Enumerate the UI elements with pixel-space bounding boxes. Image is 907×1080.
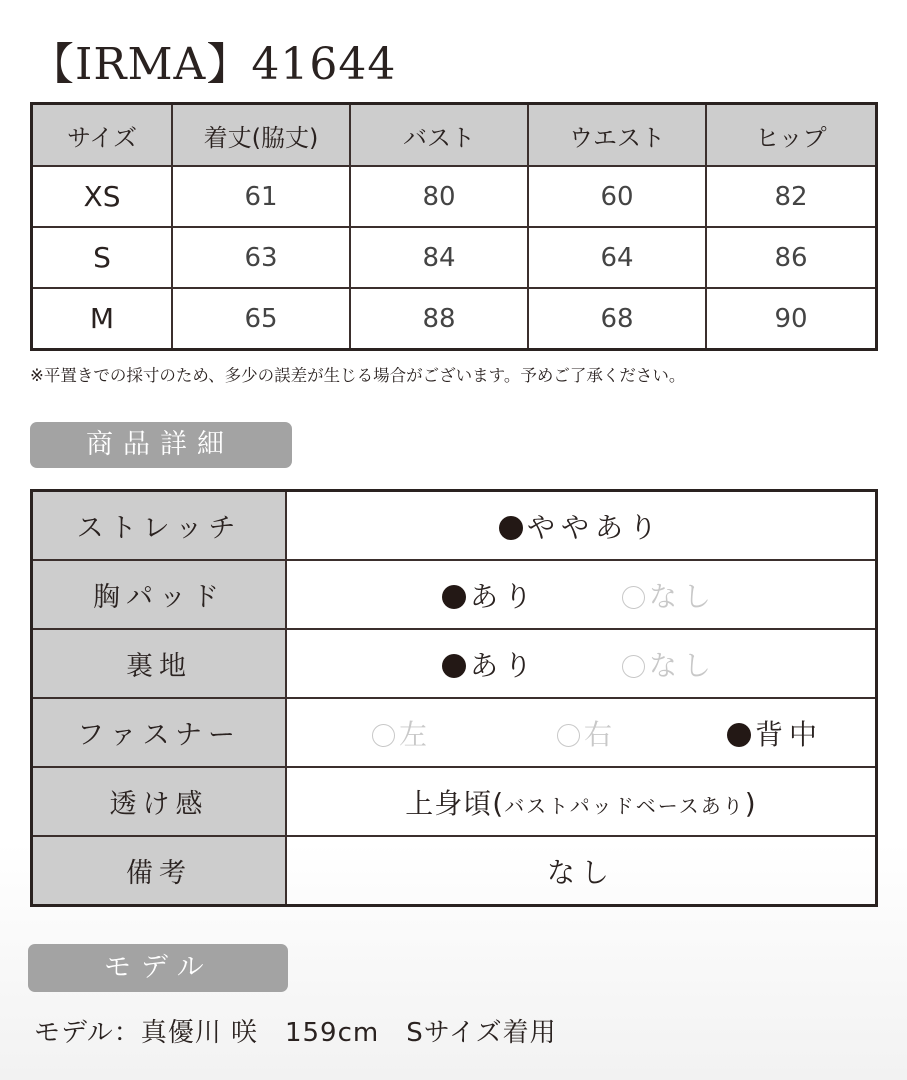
fastener-right-option: [557, 713, 618, 753]
bust-cell: 88: [350, 288, 528, 350]
fastener-left-option: [372, 713, 433, 753]
header-bust: バスト: [350, 104, 528, 167]
detail-label: 裏地: [32, 629, 287, 698]
filled-circle-icon: [442, 654, 466, 678]
empty-circle-icon: [622, 586, 645, 609]
header-waist: ウエスト: [528, 104, 706, 167]
sheer-close-paren: ): [744, 786, 757, 820]
waist-cell: 68: [528, 288, 706, 350]
detail-label: 備考: [32, 836, 287, 906]
header-length: 着丈(脇丈): [172, 104, 350, 167]
size-cell: XS: [32, 166, 173, 227]
remarks-value: なし: [546, 855, 615, 889]
chest-pad-off-option: [622, 575, 717, 615]
detail-row-chest-pad: [32, 560, 877, 629]
stretch-value: ややあり: [526, 510, 663, 544]
details-table: [30, 489, 878, 907]
filled-circle-icon: [727, 723, 751, 747]
size-cell: M: [32, 288, 173, 350]
waist-cell: 60: [528, 166, 706, 227]
detail-value: [286, 491, 877, 561]
detail-label: 透け感: [32, 767, 287, 836]
detail-value: [286, 698, 877, 767]
size-table-header-row: [32, 104, 877, 167]
detail-row-remarks: [32, 836, 877, 906]
detail-row-fastener: [32, 698, 877, 767]
stretch-option: [287, 506, 875, 546]
model-info: モデル：真優川 咲 159cm Sサイズ着用: [34, 1018, 557, 1048]
table-row: [32, 166, 877, 227]
size-table: [30, 102, 878, 351]
lining-on-option: [442, 644, 538, 684]
length-cell: 61: [172, 166, 350, 227]
option-label: 左: [399, 717, 434, 751]
hip-cell: 86: [706, 227, 877, 288]
option-label: 右: [584, 717, 619, 751]
bust-cell: 84: [350, 227, 528, 288]
empty-circle-icon: [557, 724, 580, 747]
sheer-sub-text: バストパッドベースあり: [504, 793, 745, 818]
filled-circle-icon: [499, 516, 523, 540]
detail-value: [286, 767, 877, 836]
hip-cell: 82: [706, 166, 877, 227]
option-label: 背中: [755, 717, 824, 751]
table-row: [32, 227, 877, 288]
detail-value: [286, 629, 877, 698]
empty-circle-icon: [372, 724, 395, 747]
sheer-value: [287, 782, 875, 822]
waist-cell: 64: [528, 227, 706, 288]
option-label: なし: [649, 579, 718, 613]
detail-value: [286, 836, 877, 906]
size-cell: S: [32, 227, 173, 288]
header-size: サイズ: [32, 104, 173, 167]
section-label-details: 商品詳細: [30, 422, 292, 468]
table-row: [32, 288, 877, 350]
detail-row-stretch: [32, 491, 877, 561]
header-hip: ヒップ: [706, 104, 877, 167]
section-label-model: モデル: [28, 944, 288, 992]
detail-value: [286, 560, 877, 629]
length-cell: 65: [172, 288, 350, 350]
empty-circle-icon: [622, 655, 645, 678]
hip-cell: 90: [706, 288, 877, 350]
chest-pad-on-option: [442, 575, 538, 615]
detail-label: ファスナー: [32, 698, 287, 767]
filled-circle-icon: [442, 585, 466, 609]
page-title: 【IRMA】41644: [30, 39, 397, 90]
option-label: なし: [649, 648, 718, 682]
detail-row-sheer: [32, 767, 877, 836]
fastener-back-option: [727, 713, 823, 753]
option-label: あり: [470, 648, 539, 682]
lining-off-option: [622, 644, 717, 684]
length-cell: 63: [172, 227, 350, 288]
option-label: あり: [470, 579, 539, 613]
sheer-main-text: 上身頃(: [405, 786, 505, 820]
detail-label: ストレッチ: [32, 491, 287, 561]
detail-row-lining: [32, 629, 877, 698]
measurement-note: ※平置きでの採寸のため、多少の誤差が生じる場合がございます。予めご了承ください。: [30, 366, 686, 385]
bust-cell: 80: [350, 166, 528, 227]
detail-label: 胸パッド: [32, 560, 287, 629]
